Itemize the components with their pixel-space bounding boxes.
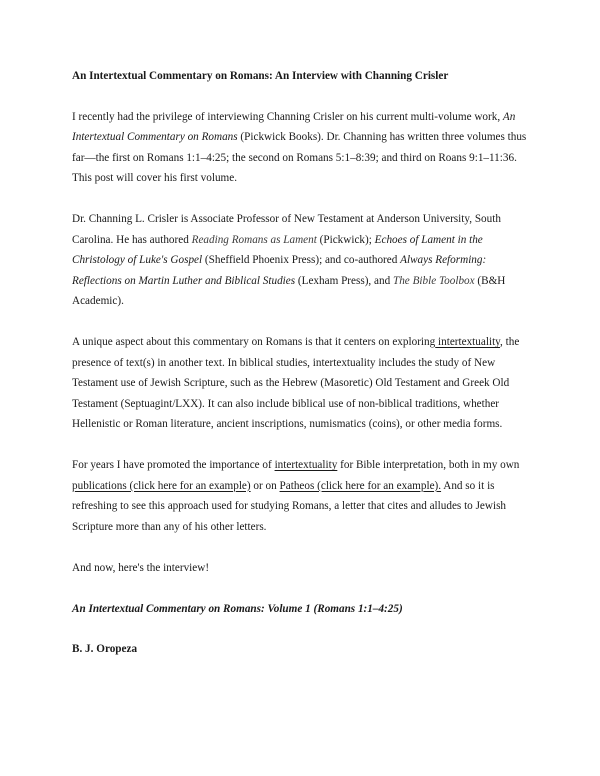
volume-subheading: An Intertextual Commentary on Romans: Volume 1 (Romans 1:1–4:25)	[72, 602, 403, 615]
promo-text-c: or on	[250, 479, 280, 492]
promo-text-d: And so it is refreshing to see this approach used for studying Romans, a letter that cites and alludes to Jewish Scripture more than any of his other letters.	[72, 479, 507, 533]
intertext-text-b: , the presence of text(s) in another text. In biblical studies, intertextuality includes the study of New Testament use of Jewish Scripture, such as the Hebrew (Masoretic) Old Testament and Greek Old Testament (Septuagint/LXX). It can also include biblical use of non-biblical traditions, whether Hellenistic or Roman literature, ancient inscriptions, numismatics (coins), or other media forms.	[72, 336, 520, 430]
book-title-bible-toolbox: The Bible Toolbox	[392, 274, 475, 287]
document-body	[72, 66, 532, 660]
paragraph-interview-intro: And now, here's the interview!	[72, 561, 210, 574]
bio-text-e: (B&H Academic).	[72, 274, 506, 307]
paragraph-promotion	[72, 455, 532, 537]
promo-text-a: For years I have promoted the importance of	[72, 459, 275, 471]
author-name: B. J. Oropeza	[72, 643, 138, 655]
patheos-link[interactable]: Patheos (click here for an example).	[279, 479, 442, 492]
bio-text-b: (Pickwick);	[316, 233, 375, 246]
intertextuality-link[interactable]: intertextuality	[435, 336, 501, 348]
publications-link[interactable]: publications (click here for an example)	[72, 479, 251, 492]
intro-text-a: I recently had the privilege of interviewing Channing Crisler on his current multi-volume work,	[72, 110, 503, 123]
book-title-always-reforming: Always Reforming: Reflections on Martin Luther and Biblical Studies	[72, 254, 487, 287]
document-title: An Intertextual Commentary on Romans: An Interview with Channing Crisler	[72, 70, 449, 82]
intertextuality-link-2[interactable]: intertextuality	[274, 459, 338, 471]
paragraph-intertextuality	[72, 332, 532, 435]
paragraph-intro	[72, 107, 532, 189]
bio-text-d: (Lexham Press), and	[295, 274, 393, 287]
bio-text-c: (Sheffield Phoenix Press); and co-authored	[202, 254, 401, 266]
intertext-text-a: A unique aspect about this commentary on Romans is that it centers on exploring	[72, 336, 436, 348]
book-title-commentary: An Intertextual Commentary on Romans	[72, 110, 516, 143]
intro-text-b: (Pickwick Books). Dr. Channing has written three volumes thus far—the first on Romans 1:1–4:25; the second on Romans 5:1–8:39; and third on Roans 9:1–11:36. This post will cover his first volume.	[72, 131, 527, 184]
book-title-reading-romans: Reading Romans as Lament	[191, 233, 317, 246]
book-title-echoes-of-lament: Echoes of Lament in the Christology of Luke's Gospel	[72, 233, 483, 266]
promo-text-b: for Bible interpretation, both in my own	[337, 459, 520, 471]
paragraph-bio	[72, 209, 532, 312]
bio-text-a: Dr. Channing L. Crisler is Associate Professor of New Testament at Anderson University, South Carolina. He has authored	[72, 213, 501, 246]
